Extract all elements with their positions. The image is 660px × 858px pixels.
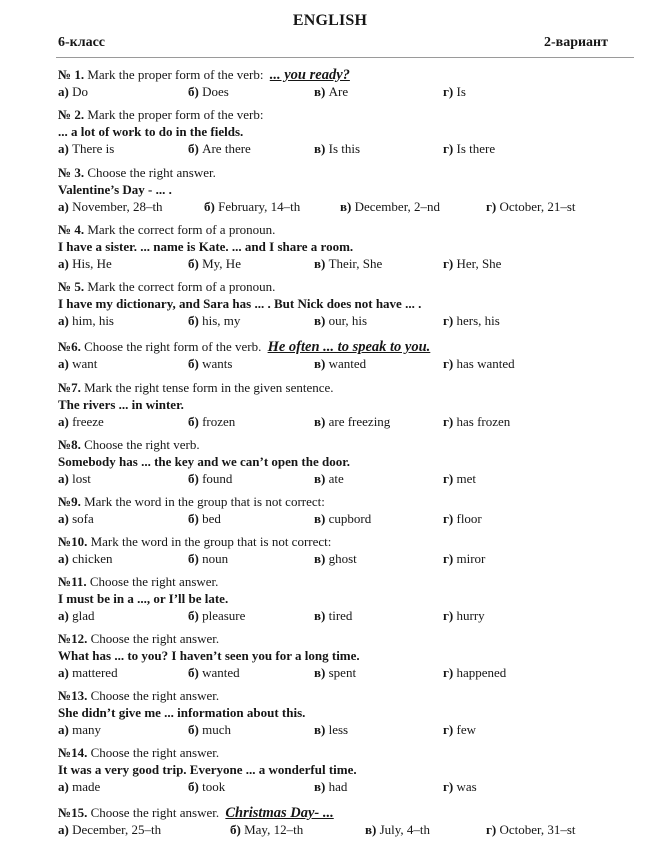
question-instruction: Choose the right form of the verb.	[84, 339, 262, 354]
question-3	[58, 164, 638, 215]
question-instruction: Mark the proper form of the verb:	[87, 67, 264, 82]
option-c: в) Is this	[314, 141, 361, 156]
option-b: б) wants	[188, 356, 233, 371]
option-c: в) cupbord	[314, 511, 372, 526]
option-a: а) many	[58, 722, 101, 737]
option-b: б) found	[188, 471, 233, 486]
option-c: в) wanted	[314, 356, 367, 371]
option-c: в) had	[314, 779, 348, 794]
question-4	[58, 221, 638, 272]
option-d: г) happened	[443, 665, 507, 680]
header-divider	[56, 57, 634, 58]
option-c: в) December, 2–nd	[340, 199, 440, 214]
option-c: в) Their, She	[314, 256, 383, 271]
question-instruction: Mark the correct form of a pronoun.	[87, 222, 276, 237]
grade-label: 6-класс	[58, 35, 106, 50]
question-6	[58, 338, 638, 372]
option-b: б) February, 14–th	[204, 199, 301, 214]
option-a: а) Do	[58, 84, 88, 99]
option-d: г) was	[443, 779, 477, 794]
option-a: а) lost	[58, 471, 91, 486]
question-number: № 1.	[58, 67, 85, 82]
option-d: г) has frozen	[443, 414, 511, 429]
option-b: б) Are there	[188, 141, 251, 156]
option-b: б) much	[188, 722, 231, 737]
option-a: а) chicken	[58, 551, 113, 566]
option-c: в) less	[314, 722, 349, 737]
option-d: г) has wanted	[443, 356, 515, 371]
question-prompt: Valentine’s Day - ... .	[58, 182, 172, 197]
option-a: а) His, He	[58, 256, 112, 271]
question-highlight: Christmas Day- ...	[225, 805, 334, 821]
question-number: № 2.	[58, 107, 85, 122]
question-5	[58, 278, 638, 329]
option-c: в) ghost	[314, 551, 357, 566]
question-instruction: Mark the correct form of a pronoun.	[87, 279, 276, 294]
question-instruction: Choose the right answer.	[90, 805, 220, 820]
question-prompt: I must be in a ..., or I’ll be late.	[58, 591, 229, 606]
question-number: № 5.	[58, 279, 85, 294]
question-instruction: Mark the word in the group that is not correct:	[90, 534, 332, 549]
question-1	[58, 66, 638, 100]
question-15	[58, 804, 638, 838]
question-instruction: Choose the right answer.	[90, 631, 220, 646]
option-b: б) May, 12–th	[230, 822, 304, 837]
option-a: а) made	[58, 779, 101, 794]
option-b: б) pleasure	[188, 608, 246, 623]
question-9	[58, 493, 638, 527]
question-14	[58, 744, 638, 795]
option-d: г) hers, his	[443, 313, 500, 328]
option-c: в) Are	[314, 84, 349, 99]
question-number: №13.	[58, 688, 88, 703]
question-number: №14.	[58, 745, 88, 760]
option-d: г) few	[443, 722, 476, 737]
question-prompt: ... a lot of work to do in the fields.	[58, 124, 244, 139]
option-b: б) noun	[188, 551, 229, 566]
option-b: б) wanted	[188, 665, 240, 680]
question-prompt: Somebody has ... the key and we can’t open the door.	[58, 454, 351, 469]
option-b: б) My, He	[188, 256, 241, 271]
option-c: в) our, his	[314, 313, 368, 328]
question-2	[58, 106, 638, 157]
option-d: г) miror	[443, 551, 486, 566]
question-prompt: It was a very good trip. Everyone ... a wonderful time.	[58, 762, 357, 777]
option-a: а) mattered	[58, 665, 118, 680]
option-b: б) his, my	[188, 313, 241, 328]
option-c: в) are freezing	[314, 414, 391, 429]
option-a: а) December, 25–th	[58, 822, 162, 837]
option-d: г) hurry	[443, 608, 485, 623]
question-instruction: Choose the right answer.	[87, 165, 216, 180]
worksheet-title: ENGLISH	[292, 12, 368, 29]
question-number: №9.	[58, 494, 81, 509]
question-highlight: ... you ready?	[269, 67, 350, 83]
option-a: а) want	[58, 356, 98, 371]
option-c: в) tired	[314, 608, 353, 623]
variant-label: 2-вариант	[543, 35, 608, 50]
option-a: а) sofa	[58, 511, 94, 526]
option-a: а) him, his	[58, 313, 114, 328]
question-13	[58, 687, 638, 738]
option-b: б) took	[188, 779, 226, 794]
option-d: г) floor	[443, 511, 482, 526]
question-prompt: I have my dictionary, and Sara has ... . But Nick does not have ... .	[58, 296, 422, 311]
option-c: в) spent	[314, 665, 357, 680]
question-prompt: I have a sister. ... name is Kate. ... and I share a room.	[58, 239, 354, 254]
question-highlight: He often ... to speak to you.	[267, 339, 431, 355]
question-prompt: What has ... to you? I haven’t seen you for a long time.	[58, 648, 360, 663]
question-prompt: The rivers ... in winter.	[58, 397, 184, 412]
question-instruction: Choose the right verb.	[84, 437, 200, 452]
question-12	[58, 630, 638, 681]
question-number: №7.	[58, 380, 81, 395]
option-b: б) Does	[188, 84, 229, 99]
question-number: №10.	[58, 534, 88, 549]
option-c: в) ate	[314, 471, 344, 486]
question-instruction: Choose the right answer.	[89, 574, 219, 589]
question-number: №6.	[58, 339, 81, 354]
question-number: №8.	[58, 437, 81, 452]
option-d: г) Her, She	[443, 256, 502, 271]
option-a: а) There is	[58, 141, 115, 156]
question-10	[58, 533, 638, 567]
option-b: б) frozen	[188, 414, 236, 429]
question-prompt: She didn’t give me ... information about this.	[58, 705, 306, 720]
option-a: а) November, 28–th	[58, 199, 163, 214]
question-number: № 3.	[58, 165, 85, 180]
option-a: а) glad	[58, 608, 95, 623]
question-instruction: Choose the right answer.	[90, 688, 220, 703]
option-b: б) bed	[188, 511, 221, 526]
option-c: в) July, 4–th	[365, 822, 431, 837]
option-a: а) freeze	[58, 414, 104, 429]
option-d: г) met	[443, 471, 476, 486]
option-d: г) Is there	[443, 141, 496, 156]
question-instruction: Mark the proper form of the verb:	[87, 107, 264, 122]
question-number: №12.	[58, 631, 88, 646]
question-number: №11.	[58, 574, 87, 589]
question-11	[58, 573, 638, 624]
question-instruction: Mark the word in the group that is not correct:	[84, 494, 325, 509]
question-instruction: Mark the right tense form in the given sentence.	[84, 380, 334, 395]
question-8	[58, 436, 638, 487]
option-d: г) October, 21–st	[486, 199, 576, 214]
option-d: г) Is	[443, 84, 466, 99]
question-number: №15.	[58, 805, 88, 820]
question-number: № 4.	[58, 222, 85, 237]
question-7	[58, 379, 638, 430]
option-d: г) October, 31–st	[486, 822, 576, 837]
question-instruction: Choose the right answer.	[90, 745, 220, 760]
